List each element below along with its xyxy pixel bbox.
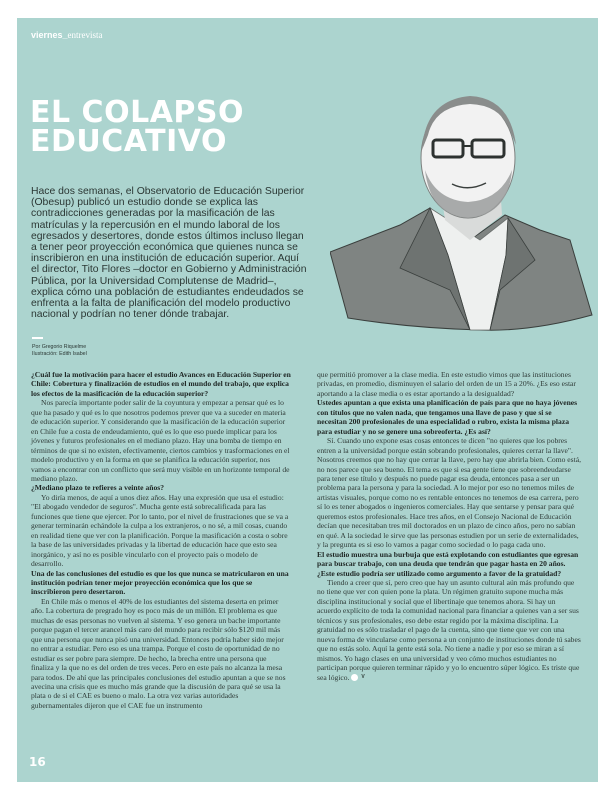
answer: Yo diría menos, de aquí a unos diez años. Hay una expresión que usa el estudio: "El abogado vendedor de seguros". Mucha gente está sobrecalificada para las funciones que tiene que ejercer. Por lo tanto, por el nivel de frustraciones que se va a generar terminarán echándole la culpa a los extranjeros, o no sé, a mil cosas, cuando en realidad tiene que ver con la planificación. Porque la masificación a costa o sobre la base de las universidades privadas y la libertad de educación hace que esto sea inorgánico, y así no es posible vincularlo con el proyecto país o modelo de desarrollo.: [31, 492, 289, 569]
body-column-left: [31, 370, 291, 710]
answer-final: [317, 578, 581, 682]
title-line-1: EL COLAPSO: [30, 95, 245, 130]
portrait-illustration: [330, 90, 600, 352]
section-tag-bold: viernes_: [31, 30, 68, 40]
answer-continued: que permitió promover a la clase media. En este estudio vimos que las instituciones privadas, en promedio, disminuyen el salario del orden de un 15 a 20%. ¿Es eso estar aportando a la clase media o es estar aportando a la desigualdad?: [317, 370, 576, 398]
answer: En Chile más o menos el 40% de los estudiantes del sistema deserta en primer año. La cobertura de pregrado hoy es poco más de un millón. El problema es que muchas de esas personas no vuelven al sistema. Y eso genera un bache importante porque pagan el tercer arancel más caro del mundo para recibir sólo $120 mil más que una persona que nunca pisó una universidad. Entonces podría haber sido mejor no entrar a estudiar. Pero eso es una trampa. Porque el costo de oportunidad de no estudiar es ser pobre para siempre. De hecho, la brecha entre una persona que finaliza y la que no es del orden de tres veces. Pero en este país no alcanza la mesa para todos. De ahí que las principales conclusiones del estudio apuntan a que se nos avecina una crisis que es mucho más grande que la discusión de para qué se usa la plata o de si el CAE es bueno o malo. La otra vez varias autoridades gubernamentales dijeron que el CAE fue un instrumento: [31, 596, 286, 710]
answer: Nos parecía importante poder salir de la coyuntura y empezar a pensar qué es lo que ha pasado y qué es lo que nosotros podemos prever que va a suceder en materia de educación superior. Y considerando que la masificación de la educación superior en Chile fue a costa de endeudamiento, qué es lo que eso puede implicar para los jóvenes y futuros profesionales en el mediano plazo. Hay una bomba de tiempo en términos de que si no existen, efectivamente, ciertos cambios y trasformaciones en el modelo productivo y en la forma en que se planifica la educación superior, nos vamos a encontrar con un conflicto que será muy visible en un horizonte temporal de mediano plazo.: [31, 398, 290, 483]
section-tag-light: entrevista: [67, 30, 103, 40]
page-number: 16: [29, 755, 46, 769]
end-mark-icon: V: [351, 674, 358, 681]
credits: [32, 344, 87, 357]
question: Una de las conclusiones del estudio es que los que nunca se matricularon en una institución podrían tener mejor proyección económica que los que se inscribieron pero desertaron.: [31, 568, 289, 597]
question: Ustedes apuntan a que exista una planificación de país para que no haya jóvenes con títulos que no valen nada, que tengamos una llave de paso y que si se necesitan 200 profesionales de una especialidad o rubro, exista la misma plaza para estudiar y no se genere una sobreoferta. ¿Es así?: [317, 398, 578, 436]
magazine-page: [17, 18, 598, 782]
answer: Sí. Cuando uno expone esas cosas entonces te dicen "no quieres que los pobres entren a la universidad porque están sobrando profesionales, quieres cerrar la llave". Nosotros creemos que no hay que cerrar la llave, pero hay que abrirla bien. Como está, no nos parece que sea bueno. El tema es que si esa gente tiene que sobreendeudarse para tener ese título y después no puede pagar esa deuda, entonces pasa a ser un problema para la persona y para la sociedad. A lo mejor por eso no tenemos miles de artistas visuales, porque como no es rentable entonces no tenemos de esa carrera, pero sí lo es tener abogados o ingenieros comerciales. Hay que sentarse y pensar para qué queremos estos profesionales. Hace tres años, en el Consejo Nacional de Educación decían que necesitaban tres mil doctorados en un plazo de cinco años, pero no sabían en qué. A la sociedad le sirve que las personas estudien por un serie de externalidades, y la pregunta es si eso lo vamos a pagar como sociedad o lo paga cada uno.: [317, 436, 581, 550]
lead-paragraph: Hace dos semanas, el Observatorio de Educación Superior (Obesup) publicó un estudio donde se explica las contradicciones generadas por la masificación de las matrículas y la repercusión en el mundo laboral de los egresados y desertores, donde estos últimos incluso llegan a tener peor proyección económica que quienes nunca se inscribieron en una institución de educación superior. Aquí el director, Tito Flores –doctor en Gobierno y Administración Pública, por la Universidad Complutense de Madrid–, explica cómo una población de estudiantes endeudados se enfrenta a la falta de planificación del modelo productivo nacional y podrían no tener dónde trabajar.: [31, 186, 307, 321]
body-column-right: [317, 370, 581, 682]
answer-final-text: Tiendo a creer que sí, pero creo que hay un asunto cultural aún más profundo que no tiene que ver con quien pone la plata. Un régimen gratuito supone mucha más disciplina institucional y social que el libertinaje que tenemos ahora. Si hay un acuerdo explícito de toda la comunidad nacional para financiar a quienes van a ser sus técnicos y sus profesionales, eso debe estar regido por la máxima disciplina. La gratuidad no es sólo trasladar el pago de la cuenta, sino que tiene que ver con una nueva forma de vincularse como persona a un conjunto de instituciones donde tú sabes que no estás solo. Aquí la gente está sola. No tiene a nadie y por eso se miran a sí mismos. Yo hago clases en una universidad y veo cómo muchos estudiantes no participan porque quieren terminar rápido y yo lo encuentro súper lógico. Es triste que sea lógico.: [317, 577, 581, 682]
question: El estudio muestra una burbuja que está explotando con estudiantes que egresan para buscar trabajo, con una deuda que tendrán que pagar hasta en 20 años. ¿Este estudio podría ser utilizado como argumento a favor de la gratuidad?: [317, 549, 579, 578]
section-tag: [31, 30, 103, 40]
illustration-credit: Ilustración: Edith Isabel: [32, 350, 87, 357]
author-credit: Por Gregorio Riquelme: [32, 344, 87, 350]
article-title: [30, 95, 245, 159]
divider: [32, 337, 43, 339]
question: ¿Cuál fue la motivación para hacer el estudio Avances en Educación Superior en Chile: Cobertura y finalización de estudios en el mundo del trabajo, que explica los efectos de la masificación de la educación superior?: [31, 370, 291, 398]
question: ¿Mediano plazo te refieres a veinte años?: [31, 483, 165, 493]
title-line-2: EDUCATIVO: [30, 124, 227, 159]
